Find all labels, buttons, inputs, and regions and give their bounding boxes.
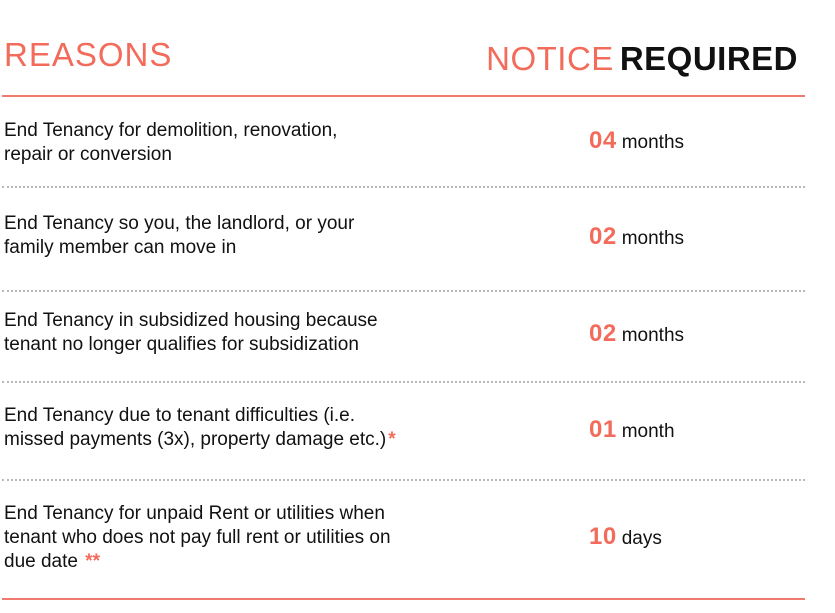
header-divider (2, 95, 805, 97)
notice-unit: months (621, 325, 685, 346)
notice-number: 04 (589, 127, 617, 154)
table-bottom-rule (2, 598, 805, 600)
notice-number: 10 (589, 523, 617, 550)
notice-period (589, 523, 662, 551)
reason-text (4, 404, 444, 452)
notice-unit: months (621, 228, 685, 249)
notice-number: 02 (589, 320, 617, 347)
double-asterisk-footnote-marker: ** (85, 551, 101, 572)
reason-line-text: missed payments (3x), property damage etc.) (4, 429, 387, 450)
notice-number: 02 (589, 223, 617, 250)
reason-text (4, 119, 444, 167)
notice-unit: month (621, 421, 675, 442)
reason-line: family member can move in (4, 237, 237, 258)
reason-line: tenant no longer qualifies for subsidization (4, 334, 359, 355)
reasons-column-header: REASONS (4, 36, 173, 73)
reason-text (4, 309, 444, 357)
row-divider (2, 186, 805, 188)
reason-line (4, 428, 444, 452)
notice-unit: months (621, 132, 685, 153)
notice-period (589, 127, 684, 155)
notice-number: 01 (589, 416, 617, 443)
reason-line: End Tenancy for unpaid Rent or utilities when (4, 503, 385, 524)
notice-period (589, 320, 684, 348)
reason-line: tenant who does not pay full rent or utilities on (4, 527, 391, 548)
row-divider (2, 381, 805, 383)
reason-line: End Tenancy due to tenant difficulties (i.e. (4, 405, 356, 426)
reason-line: repair or conversion (4, 144, 172, 165)
notice-period (589, 223, 684, 251)
reason-line (4, 550, 444, 574)
reason-line: End Tenancy so you, the landlord, or your (4, 213, 355, 234)
asterisk-footnote-marker: * (388, 429, 396, 450)
notice-required-column-header (486, 42, 798, 75)
row-divider (2, 479, 805, 481)
reason-line: End Tenancy in subsidized housing because (4, 310, 378, 331)
notice-unit: days (621, 528, 662, 549)
reason-text (4, 212, 444, 260)
required-header-word: REQUIRED (619, 40, 798, 77)
reason-line: End Tenancy for demolition, renovation, (4, 120, 338, 141)
notice-header-word: NOTICE (486, 40, 614, 77)
table-header (0, 0, 835, 96)
reason-text (4, 502, 444, 574)
reason-line-text: due date (4, 551, 78, 572)
row-divider (2, 290, 805, 292)
notice-period (589, 416, 675, 444)
